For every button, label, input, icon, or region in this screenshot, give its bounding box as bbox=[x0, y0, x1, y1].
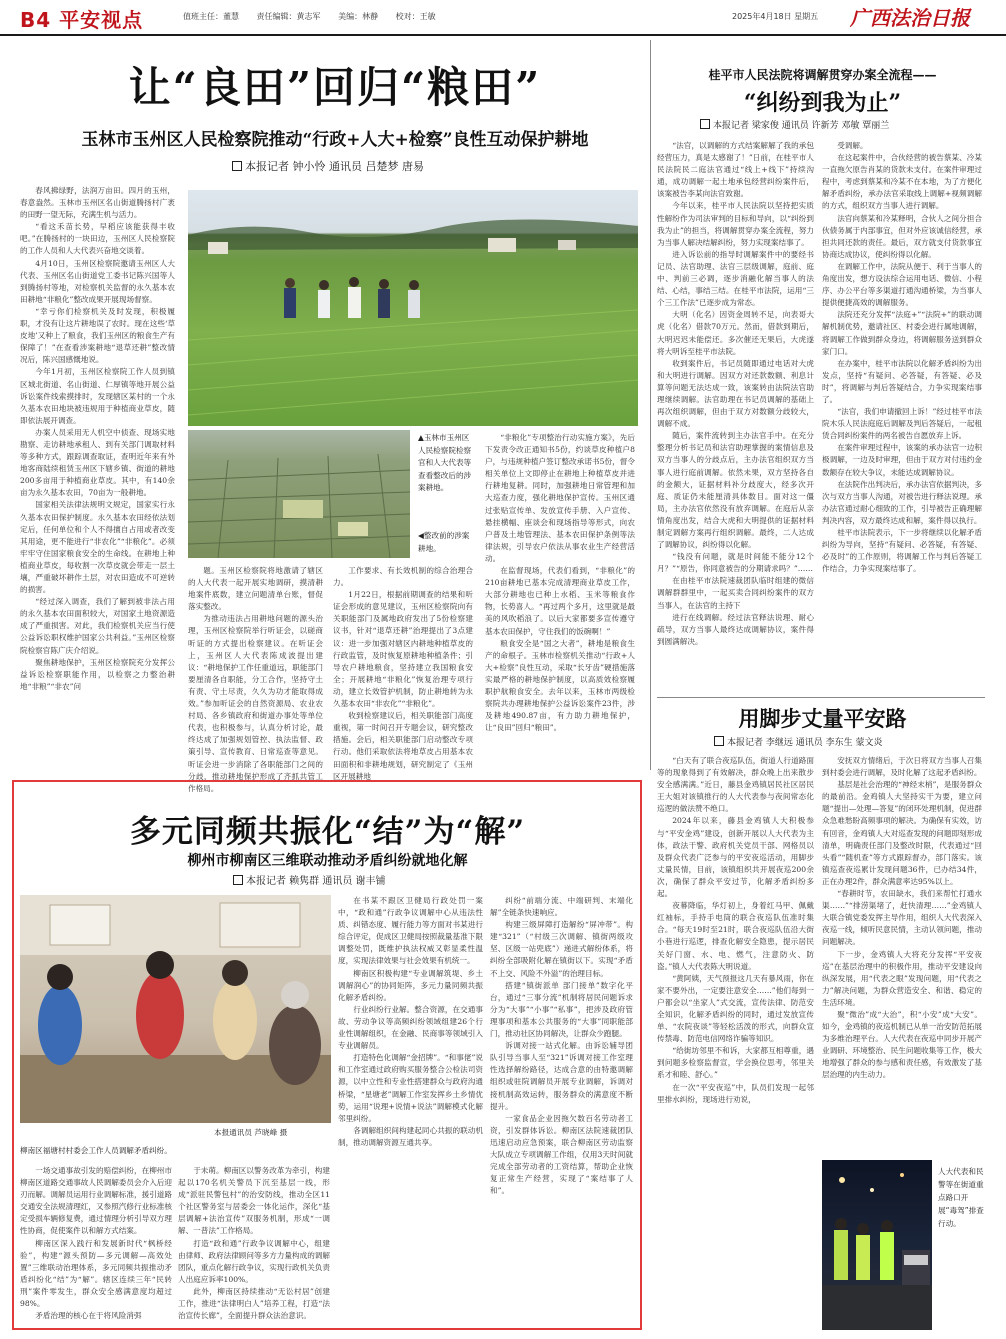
paragraph: 随后，案件流转到主办法官手中。在充分整理分析书记员和法官助理掌握的案情信息及双方当事人的分歧点后，主办法官组织双方当事人进行庭前调解。依然未果，双方坚持各自的金额大，证据材料补分歧度大，经多次开庭、质证仍未能厘清具体数目。面对这一僵局，主办法官依然没有放弃调解。在庭后从亲情角度出发，结合大虎和大明提供的证据材料制定调解方案再行组织调解。最终，二人达成了调解协议，纠纷得以化解。 bbox=[657, 431, 814, 550]
story1-column-1 bbox=[20, 185, 175, 767]
column-divider bbox=[650, 40, 651, 770]
story1-column-4 bbox=[485, 432, 635, 767]
paragraph: 于未萌。柳南区以警务改革为牵引，构建起以170名机关警员下沉至基层一线，形成“派驻民警包村”的治安防线，推动全区11个社区警务室与居委会一体化运作，深化“基层调解+法治宣传”双服务机制，形成“一调解、一普法”工作格局。 bbox=[178, 1166, 330, 1236]
story1-caption-second: ◀整改前的涉案耕地。 bbox=[418, 531, 470, 553]
paragraph: “黄阿姨，天气预报这几天有暴风雨，你在家不要外出，一定要注意安全……”他们每到一户都会以“坐家人”式交流，宣传法律、防范安全知识，化解矛盾纠纷的同时，通过发放宣传单、“农院夜谈”等轻松活泼的形式，向群众宣传禁毒、防范电信网络诈骗等知识。 bbox=[657, 973, 814, 1044]
paragraph: “法官，以调解的方式结案解解了我的承包经营压力，真是太感谢了！”日前，在桂平市人民法院民二庭法官通过“线上+线下”持续沟通，成功调解一起土地承包经营纠纷案件后，该案被告李某向法官致谢。 bbox=[657, 141, 814, 199]
masthead bbox=[0, 0, 1006, 36]
paragraph: 打造“政和通”行政争议调解中心，组建由律师、政府法律顾问等多方力量构成的调解团队，重点化解行政争议，实现行政机关负责人出庭应诉率100%。 bbox=[178, 1238, 330, 1284]
story1-byline bbox=[232, 158, 424, 174]
byline-square-icon bbox=[233, 875, 243, 885]
paragraph: 国家相关法律法规明文规定，国家实行永久基本农田保护制度。永久基本农田经依法划定后，任何单位和个人不得擅自占用或者改变其用途，更不能进行“非农化”“非粮化”。必须牢牢守住国家粮食安全的生命线。在耕地上种植商业草皮，每收割一次草皮就会带走一层土壤，严重破坏耕作土层，对农田造成不可逆转的损害。 bbox=[20, 500, 175, 595]
paragraph: 今年以来，桂平市人民法院以坚持把实质性解纷作为司法审判的目标和导向，以“纠纷到我为止”的担当，将调解贯穿办案全流程，努力为当事人解决结解纠纷，努力实现案结事了。 bbox=[657, 201, 814, 247]
paragraph: 受调解。 bbox=[837, 141, 868, 150]
story3-headline: 用脚步丈量平安路 bbox=[738, 706, 907, 731]
paragraph: 构建三级屏障打造解纷“屏冲带”。构建“321”（“村级三次调解、镇街两级攻坚、区级一站兜底”）递进式解纷体系，将纠纷全部吸附化解在镇街以下。实现“矛盾不上交、风险不外溢”的治理目标。 bbox=[490, 920, 633, 978]
paragraph: 一场交通事故引发的赔偿纠纷，在柳州市柳南区道路交通事故人民调解委员会介入后迎刃而解。调解员运用行业调解标准，援引道路交通安全法规清理红，又参照汽修行业标准核定受损车辆修复费，通过情理分析引导双方理性协商，促使案件以和解方式结案。 bbox=[20, 1166, 172, 1236]
paragraph: 进入诉讼前的指导时调解案件中的要经书记员、法官助理、法官三层级调解，庭前、庭中、判前三必调，逐步消融化解当事人的法结、心结，事结三结。在桂平市法院，运用“三个三工作法”已逐步成为常态。 bbox=[657, 249, 814, 308]
paragraph: “钱没有问题，就是时间能不能分12个月？”“原告，你同意被告的分期请求吗？”…… bbox=[657, 552, 814, 574]
paragraph: 在调解工作中，法院从便于、利于当事人的角度出发，想方设法综合运用电话、微信、小程序、办公平台等多渠道打通沟通桥梁，为当事人提供便捷高效的调解服务。 bbox=[822, 261, 982, 308]
story4-subhead: 柳州市柳南区三维联动推动矛盾纠纷就地化解 bbox=[187, 853, 468, 869]
paragraph: “法官，我们申请撤回上诉！”经过桂平市法院木乐人民法庭庭后调解及判后答疑后，一起租赁合同纠纷案件的两名被告自愿放弃上诉。 bbox=[822, 407, 982, 441]
paragraph: 桂平市法院表示，下一步将继续以化解矛盾纠纷为导向，坚持“有疑问、必答疑，有答疑、必及时”的工作原则，将调解工作与判后答疑工作结合，力争实现案结事了。 bbox=[822, 528, 982, 574]
story2-byline-text: 本报记者 梁家俊 通讯员 许新芳 邓敏 覃丽兰 bbox=[713, 121, 890, 131]
story1-main-photo bbox=[188, 190, 638, 426]
paragraph: 办案人员采用无人机空中侦查、现场实地勘察、走访耕地承租人、到有关部门调取材料等多种方式，跟踪调查取证，查明近年来有外地客商陆续租赁玉州区下辖乡镇、街道的耕地200多亩用于种植商业草皮。其中，有140余亩为永久基本农田，70亩为一般耕地。 bbox=[20, 427, 175, 498]
credits bbox=[183, 11, 436, 22]
story1-caption-main: ▲玉林市玉州区人民检察院检察官和人大代表等查看整改后的涉案耕地。 bbox=[418, 433, 472, 492]
paragraph: 法院还充分发挥“法庭+”“法院+”的联动调解机制优势，邀请社区、村委会进行属地调解，将调解工作做到群众身边，将调解服务送到群众家门口。 bbox=[822, 310, 982, 356]
story1-byline-text: 本报记者 钟小怜 通讯员 吕楚梦 唐易 bbox=[245, 160, 424, 173]
paragraph: “白天有了联合夜巡队伍，街道人行道路面等的现象得到了有效解决，群众晚上出来散步安全感满满。”近日，藤县金鸡镇居民社区居民王大姐对该镇推行的人大代表参与夜间常态化巡逻的做法赞不绝口。 bbox=[657, 756, 814, 814]
paragraph: 1月22日，根据前期调查的结果和听证会形成的意见建议，玉州区检察院向有关职能部门及属地政府发出了5份检察建议书，针对“退草还耕”治理提出了3点建议：进一步加强对辖区内耕地种植草皮的行政监管，及时恢复原耕地种植条件；引导农户耕地粮食，坚持建立我国粮食安全；开展耕地“非粮化”恢复治理专项行动，建立长效管护机制，防止耕地转为永久基本农田“非农化”“非粮化”。 bbox=[333, 590, 473, 709]
story3-column-2 bbox=[822, 755, 982, 1155]
paragraph: 在监督现场，代表们看到，“非粮化”的210亩耕地已基本完成清理商业草皮工作，大部分耕地也已种上水稻、玉米等粮食作物，长势喜人。“再过两个多月，这里就是最美的风吹稻浪了。以后大家都要多宣传遵守基本农田保护，守住我们的饭碗啊！” bbox=[485, 566, 635, 636]
story4-byline bbox=[233, 872, 386, 887]
paragraph: 粮食安全是“国之大者”，耕地是粮食生产的命根子。玉林市检察机关推动“行政+人大+检察”良性互动，采取“长牙齿”硬措施落实最严格的耕地保护制度，以高质效检察履职护航粮食安全。去年以来，玉林市两级检察院共办理耕地保护公益诉讼案件23件，涉及耕地490.87亩，有力助力耕地保护，让“良田”回归“粮田”。 bbox=[485, 638, 635, 733]
credit-proofreader: 校对：王敏 bbox=[395, 12, 436, 21]
story4-column-2 bbox=[178, 1165, 330, 1325]
paragraph: 一家食品企业因拖欠数百名劳动者工资，引发群体诉讼。柳南区法院速裁团队迅速启动应急预案，联合柳南区劳动监察大队成立专项调解工作组，仅用3天时间就完成全部劳动者的工资结算，帮助企业恢复正常生产经营，实现了“案结事了人和”。 bbox=[490, 1113, 633, 1196]
credit-designer: 美编：林静 bbox=[338, 12, 379, 21]
paragraph: 各调解组织间构建起同心共振的联动机制，推动调解资源互通共享。 bbox=[338, 1125, 483, 1147]
story1-second-photo bbox=[188, 430, 410, 558]
story3-byline bbox=[714, 735, 882, 748]
story3-night-photo bbox=[822, 1160, 932, 1330]
story3-column-1 bbox=[657, 755, 814, 1330]
paragraph: “看这禾苗长势，早稻应该能获得丰收吧。”在腾扬村的一块田边，玉州区人民检察院的工作人员和人大代表兴奋地交谈着。 bbox=[20, 222, 175, 256]
paragraph: 安抚双方情绪后，于次日将双方当事人召集到村委会进行调解，及时化解了这起矛盾纠纷。 bbox=[822, 756, 982, 778]
story1-column-3 bbox=[333, 565, 473, 781]
story4-photo-credit: 本报通讯员 芦晓峰 摄 bbox=[214, 1128, 288, 1137]
paragraph: 矛盾治理的核心在于将风险消弭 bbox=[35, 1311, 142, 1321]
paragraph: 工作要求、有长效机制的综合治理合力。 bbox=[333, 566, 473, 588]
paragraph: 聚焦耕地保护，玉州区检察院充分发挥公益诉讼检察职能作用，以检察之力整治耕地“非粮”“非农”问 bbox=[20, 657, 175, 691]
paragraph: 纠纷“前端分流、中端研判、末端化解”全链条快速响应。 bbox=[490, 896, 633, 918]
paragraph: 大明（化名）因资金周转不足，向表哥大虎（化名）借款70万元。然而，借款到期后，大明迟迟未能偿还。多次催还无果后，大虎遂将大明诉至桂平市法院。 bbox=[657, 310, 814, 356]
credit-editor: 责任编辑：黄志军 bbox=[256, 12, 321, 21]
paragraph: 在法院作出判决后，承办法官依据判决，多次与双方当事人沟通，对被告进行释法说理。承办法官通过耐心细致的工作，引导被告正确理解判决内容，双方最终达成和解，案件得以执行。 bbox=[822, 479, 982, 525]
story2-headline: “纠纷到我为止” bbox=[743, 90, 902, 116]
paper-logo: 广西法治日报 bbox=[850, 6, 970, 30]
section-divider bbox=[657, 697, 985, 698]
paragraph: “非粮化”专项整治行动实施方案》，先后下发责令改正通知书5份，约谈草皮种植户8户，与违规种植户签订整改承诺书5份，督令相关单位上文即停止在耕地上种植草皮并进行耕地复耕。同时，加强耕地日常管理和加大巡查力度，强化耕地保护宣传。玉州区通过张贴宣传单、发放宣传手册、入户宣传、悬挂横幅、座谈会和现场指导等形式，向农户普及土地管理法、基本农田保护条例等法律法规，引导农户依法从事农业生产经营活动。 bbox=[485, 433, 635, 563]
story4-column-1 bbox=[20, 1165, 172, 1325]
paragraph: 打造特色化调解“金招牌”。“和事佬”说和工作室通过政府购买服务整合公检法司资源，以中立性和专业性搭建群众与政府沟通桥梁，“星塘老”调解工作室发挥乡土乡情优势，运用“说理+说情+说法”调解模式化解邻里纠纷。 bbox=[338, 1053, 483, 1123]
story2-byline bbox=[700, 118, 889, 131]
paragraph: 在案件审理过程中，该案的承办法官一边积极调解，一边及时审理，但由于双方对付违约金数额存在较大争议，未能达成调解协议。 bbox=[822, 443, 982, 477]
paragraph: 进行在线调解。经过法官释法说理、耐心疏导，双方当事人最终达成调解协议，案件得到圆满解决。 bbox=[657, 612, 814, 646]
issue-date: 2025年4月18日 星期五 bbox=[732, 12, 819, 21]
story2-column-1 bbox=[657, 140, 814, 690]
byline-square-icon bbox=[232, 161, 242, 171]
story4-column-4 bbox=[490, 895, 633, 1325]
story4-byline-text: 本报记者 赖隽群 通讯员 谢丰铺 bbox=[246, 876, 386, 887]
paragraph: “给街坊邻里不和诉，大家都互相尊重，遇到问题多检察监督宣，学会换位思考，邻里关系才和睦、舒心。” bbox=[657, 1046, 814, 1080]
paragraph: 为推动违法占用耕地问题的源头治理，玉州区检察院举行听证会，以磋商听证的方式提出检察建议。在听证会上，玉州区人大代表陈成波提出建议：“耕地保护工作任重道远，职能部门要厘清各自职能，分工合作，坚持守土有责、守土尽责，久久为功才能取得成效。”参加听证会的自然资源局、农业农村局、各乡镇政府和街道办事处等单位代表，也积极参与，认真分析讨论，最终达成了加强规划管控、执法监督、政策引导、宣传教育、日常巡查等意见。听证会进一步消除了各职能部门之间的分歧，推动耕地保护形成了齐抓共管工作格局。 bbox=[188, 614, 323, 793]
paragraph: 下一步，金鸡镇人大将充分发挥“平安夜巡”在基层治理中的积极作用，推动平安建设向纵深发展，用“代表之眼”发现问题，用“代表之力”解决问题，为群众营造安全、和谐、稳定的生活环境。 bbox=[822, 949, 982, 1007]
paragraph: 法官向蔡某和冷某释明，合伙人之间分担合伙债务属于内部事宜，但对外应该诚信经营，承担共同还款的责任。最后，双方就支付货款事宜协商达成协议，使纠纷得以化解。 bbox=[822, 213, 982, 259]
paragraph: “经过深入调查，我们了解到被非法占用的永久基本农田面积较大，对国家土地资源造成了严重损害。对此，我们检察机关应当行使公益诉讼职权维护国家公共利益。”玉州区检察院检察官陈广庆介绍说。 bbox=[20, 597, 175, 655]
story4-headline: 多元同频共振化“结”为“解” bbox=[129, 814, 526, 850]
paragraph: 今年1月初，玉州区检察院工作人员到镇区城北街道、名山街道、仁厚镇等地开展公益诉讼案件线索摸排时，发现辖区某村的一个永久基本农田地块被违规用于种植商业草皮，随即依法展开调查。 bbox=[20, 367, 175, 425]
paragraph: 收到检察建议后，相关职能部门高度重视，第一时间召开专题会议，研究整改措施。会后，相关职能部门启动整改专项行动。他们采取依法将地草皮占用基本农田面积和非耕地规划，研究制定了《玉州区开展耕地 bbox=[333, 711, 473, 781]
paragraph: 柳南区积极构建“专业调解筑堤、乡土调解润心”的协同矩阵，多元力量同频共振化解矛盾纠纷。 bbox=[338, 968, 483, 1002]
story1-subhead: 玉林市玉州区人民检察院推动“行政+人大+检察”良性互动保护耕地 bbox=[81, 130, 589, 150]
paragraph: 夜幕降临，华灯初上，身着红马甲、佩戴红袖标，手持手电筒的联合夜巡队伍准时集合。“每天19时至21时，联合夜巡队伍沿大街小巷进行巡逻，排查化解安全隐患，提示居民关好门窗、水、电、燃气，注意防火、防盗。”镇人大代表陈大明说道。 bbox=[657, 901, 814, 971]
paragraph: 柳南区深入践行和发展新时代“枫桥经验”，构建“源头预防—多元调解—高效处置”三维联动治理体系，多元同频共振推动矛盾纠纷化“结”为“解”。辖区连续三年“民转刑”案件零发生，群众安全感满意度均超过98%。 bbox=[20, 1238, 172, 1309]
paragraph: 在这起案件中，合伙经营的被告蔡某、冷某一直拖欠原告肖某的货款未支付。在案件审理过程中，考虑到蔡某和冷某不在本地，为了方便化解矛盾纠纷，承办法官采取线上调解+视频调解的方式，组织双方当事人进行调解。 bbox=[822, 153, 982, 211]
paragraph: 搭建“镇街派单 部门接单”数字化平台，通过“三事分流”机制将居民问题诉求分为“大事”“小事”“私事”，把涉及政府管理事项和基本公共服务的“大事”同职能部门，推动社区协同解决，让群众少跑腿。 bbox=[490, 980, 633, 1039]
section-code: B4 bbox=[20, 8, 52, 32]
paragraph: 在由桂平市法院速裁团队临时组建的微信调解群群里中，一起买卖合同纠纷案件的双方当事人，在法官的主持下 bbox=[657, 576, 814, 610]
paragraph: 春风拂绿野，法润万亩田。四月的玉州，春意盎然。玉林市玉州区名山街道腾扬村广袤的田野一望无际，充满生机与活力。 bbox=[20, 186, 175, 220]
section-title bbox=[20, 4, 143, 33]
paragraph: 诉调对接一站式化解。由诉讼辅导团队引导当事人至“321”诉调对接工作室理性选择解纷路径，达成合意的由特邀调解组织或驻院调解员开展专业调解，诉调对接机制高效运转，服务群众的满意度不断提升。 bbox=[490, 1041, 633, 1111]
story4-column-3 bbox=[338, 895, 483, 1325]
story3-byline-text: 本报记者 李继远 通讯员 李东生 蒙文炎 bbox=[727, 738, 883, 748]
story2-intro: 桂平市人民法院将调解贯穿办案全流程—— bbox=[708, 68, 937, 82]
paragraph: “幸亏你们检察机关及时发现，积极履职，才没有让这片耕地误了农时。现在这些‘草皮地’又种上了粮食，我们玉州区的粮食生产有保障了！”在查看涉案耕地“退草还耕”整改情况后，陈兴国感慨地说。 bbox=[20, 306, 175, 365]
paragraph: 收到案件后，书记员随即通过电话对大虎和大明进行调解。因双方对还款数额、利息计算等问题无法达成一致，该案转由法院法官助理继续调解。法官助理在书记员调解的基础上再次组织调解，但由于双方对数额分歧较大，调解不成。 bbox=[657, 358, 814, 429]
story1-headline: 让“良田”回归“粮田” bbox=[128, 63, 542, 112]
section-name: 平安视点 bbox=[59, 8, 144, 32]
byline-square-icon bbox=[714, 736, 724, 746]
story4-photo bbox=[20, 895, 331, 1123]
paragraph: 在办案中，桂平市法院以化解矛盾纠纷为出发点，坚持“有疑问、必答疑，有答疑、必及时”，将调解与判后答疑结合，力争实现案结事了。 bbox=[822, 358, 982, 404]
story1-column-2 bbox=[188, 565, 323, 793]
story4-photo-caption: 柳南区福塘村村委会工作人员调解矛盾纠纷。 bbox=[20, 1146, 172, 1155]
paragraph: 此外，柳南区持续推动“无讼村居”创建工作，推进“法律明白人”培养工程，打造“法治宣传长廊”，全面提升群众法治意识。 bbox=[178, 1286, 330, 1321]
paragraph: 2024年以来，藤县金鸡镇人大积极参与“平安金鸡”建设，创新开展以人大代表为主体，政法干警、政府机关党员干部、网格员以及群众代表广泛参与的平安夜巡活动，用脚步丈量民情，目前，该镇组织共开展夜巡200余次，确保了群众平安过节，化解矛盾纠纷多起。 bbox=[657, 816, 814, 899]
story2-column-2 bbox=[822, 140, 982, 690]
paragraph: 行业纠纷行业解。整合资源，在交通事故、劳动争议等高频纠纷领域组建26个行业性调解组织，在金融、民商事等领域引入专业调解员。 bbox=[338, 1004, 483, 1051]
paragraph: 4月10日，玉州区检察院邀请玉州区人大代表、玉州区名山街道党工委书记陈兴国等人到腾扬村等地，对检察机关监督的永久基本农田耕地“非粮化”整改成果开展现场督察。 bbox=[20, 258, 175, 304]
paragraph: 聚“微治”成“大治”，积“小安”成“大安”。如今，金鸡镇的夜巡机制已从单一治安防范拓展为多维治理平台。人大代表在夜巡中同步开展产业调研、环境整治、民生问题收集等工作，极大地增强了群众的参与感和责任感，有效激发了基层治理的内生动力。 bbox=[822, 1009, 982, 1080]
paragraph: 基层是社会治理的“神经末梢”，是服务群众的最前沿。金鸡镇人大坚持实干为要，建立问题“提出—处理—答复”的闭环处理机制，促进群众急难愁盼高频事项的解决。为确保有实效，访有回音，金鸡镇人大对巡查发现的问题即刻形成清单，明确责任部门及整改时限，代表通过“回头看”“随机查”等方式跟踪督办，部门落实。该镇巡查夜巡累计发现问题36件，已办结34件，正在办理2件，群众满意率达95%以上。 bbox=[822, 780, 982, 886]
paragraph: 在一次“平安夜巡”中，队员们发现一起邻里排水纠纷，现场进行劝说， bbox=[657, 1082, 814, 1104]
credit-duty-editor: 值班主任：董慧 bbox=[183, 12, 239, 21]
paragraph: 题。玉州区检察院将地激请了辖区的人大代表一起开展实地调研，摸清耕地案件底数，建立问题清单台账，督促落实整改。 bbox=[188, 566, 323, 612]
paragraph: “春耕时节，农田缺水，我们来帮忙打通水渠……”“排涝渠堵了，赶快清理……”金鸡镇人大联合镇党委发挥主导作用，组织人大代表深入夜巡一线，倾听民意民情，主动认领问题，推动问题解决。 bbox=[822, 889, 982, 947]
story3-caption: 人大代表和民警等在街道重点路口开展“毒驾”排查行动。 bbox=[938, 1167, 984, 1228]
byline-square-icon bbox=[700, 119, 710, 129]
paragraph: 在书某不跟区卫健局行政处罚一案中，“政和通”行政争议调解中心从违法性质、纠错态度、履行能力等方面对书某进行综合评定，促成区卫健局按照裁量基准下限调整处罚，既维护执法权威又彰显柔性温度，实现法律效果与社会效果有机统一。 bbox=[338, 896, 483, 966]
